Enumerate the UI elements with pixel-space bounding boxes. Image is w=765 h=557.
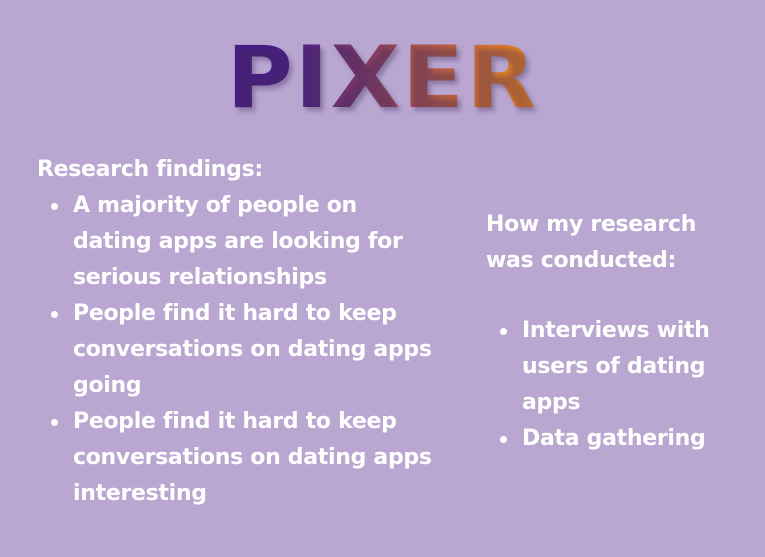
pixer-logo: [0, 28, 765, 128]
finding-item: People find it hard to keep conversations on dating apps going: [37, 296, 437, 404]
research-findings-heading: Research findings:: [37, 157, 263, 182]
method-item: Data gathering: [486, 421, 741, 457]
research-methods-heading: How my research was conducted:: [486, 212, 697, 273]
research-findings-list: [37, 188, 437, 512]
method-item: Interviews with users of dating apps: [486, 313, 741, 421]
logo-text: PIXER: [226, 28, 539, 128]
finding-item: People find it hard to keep conversations on dating apps interesting: [37, 404, 437, 512]
research-methods-section: [486, 207, 741, 457]
finding-item: A majority of people on dating apps are looking for serious relationships: [37, 188, 437, 296]
research-findings-section: [37, 152, 437, 512]
research-methods-list: [486, 313, 741, 457]
